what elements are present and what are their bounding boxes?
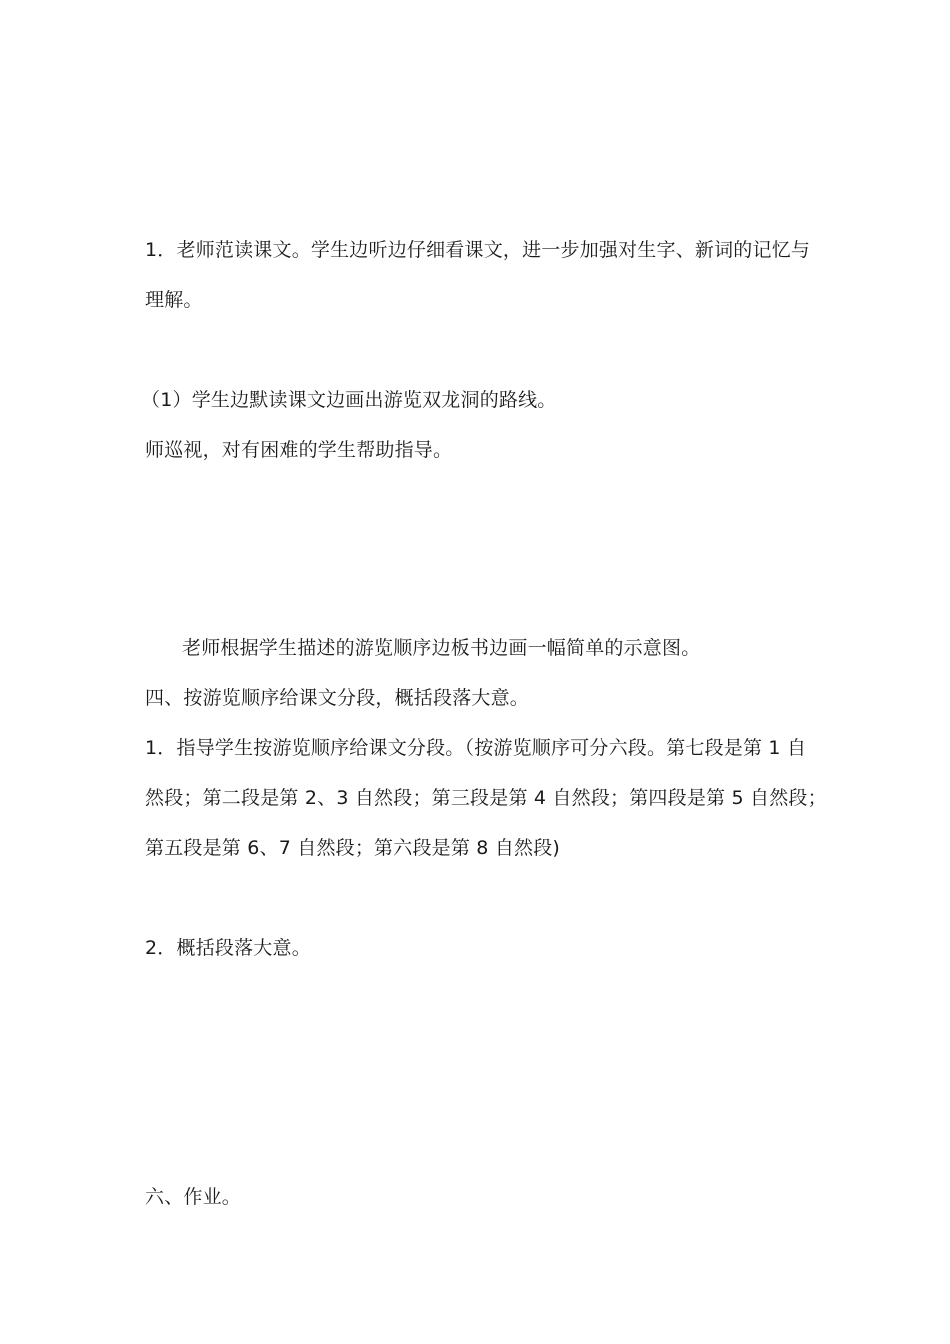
paragraph-line: 理解。 (145, 289, 203, 311)
paragraph-line: 然段；第二段是第 2、3 自然段；第三段是第 4 自然段；第四段是第 5 自然段； (145, 787, 827, 809)
paragraph-line: 第五段是第 6、7 自然段；第六段是第 8 自然段) (145, 837, 561, 859)
paragraph-line: 2．概括段落大意。 (145, 937, 311, 959)
section-heading: 四、按游览顺序给课文分段，概括段落大意。 (145, 687, 530, 709)
paragraph-line: 师巡视，对有困难的学生帮助指导。 (145, 439, 453, 461)
paragraph-line: （1）学生边默读课文边画出游览双龙洞的路线。 (141, 389, 557, 411)
section-heading: 六、作业。 (145, 1186, 242, 1208)
paragraph-line: 1．指导学生按游览顺序给课文分段。（按游览顺序可分六段。第七段是第 1 自 (145, 737, 807, 759)
paragraph-line: 老师根据学生描述的游览顺序边板书边画一幅简单的示意图。 (182, 637, 701, 659)
paragraph-line: 1．老师范读课文。学生边听边仔细看课文，进一步加强对生字、新词的记忆与 (145, 239, 811, 261)
